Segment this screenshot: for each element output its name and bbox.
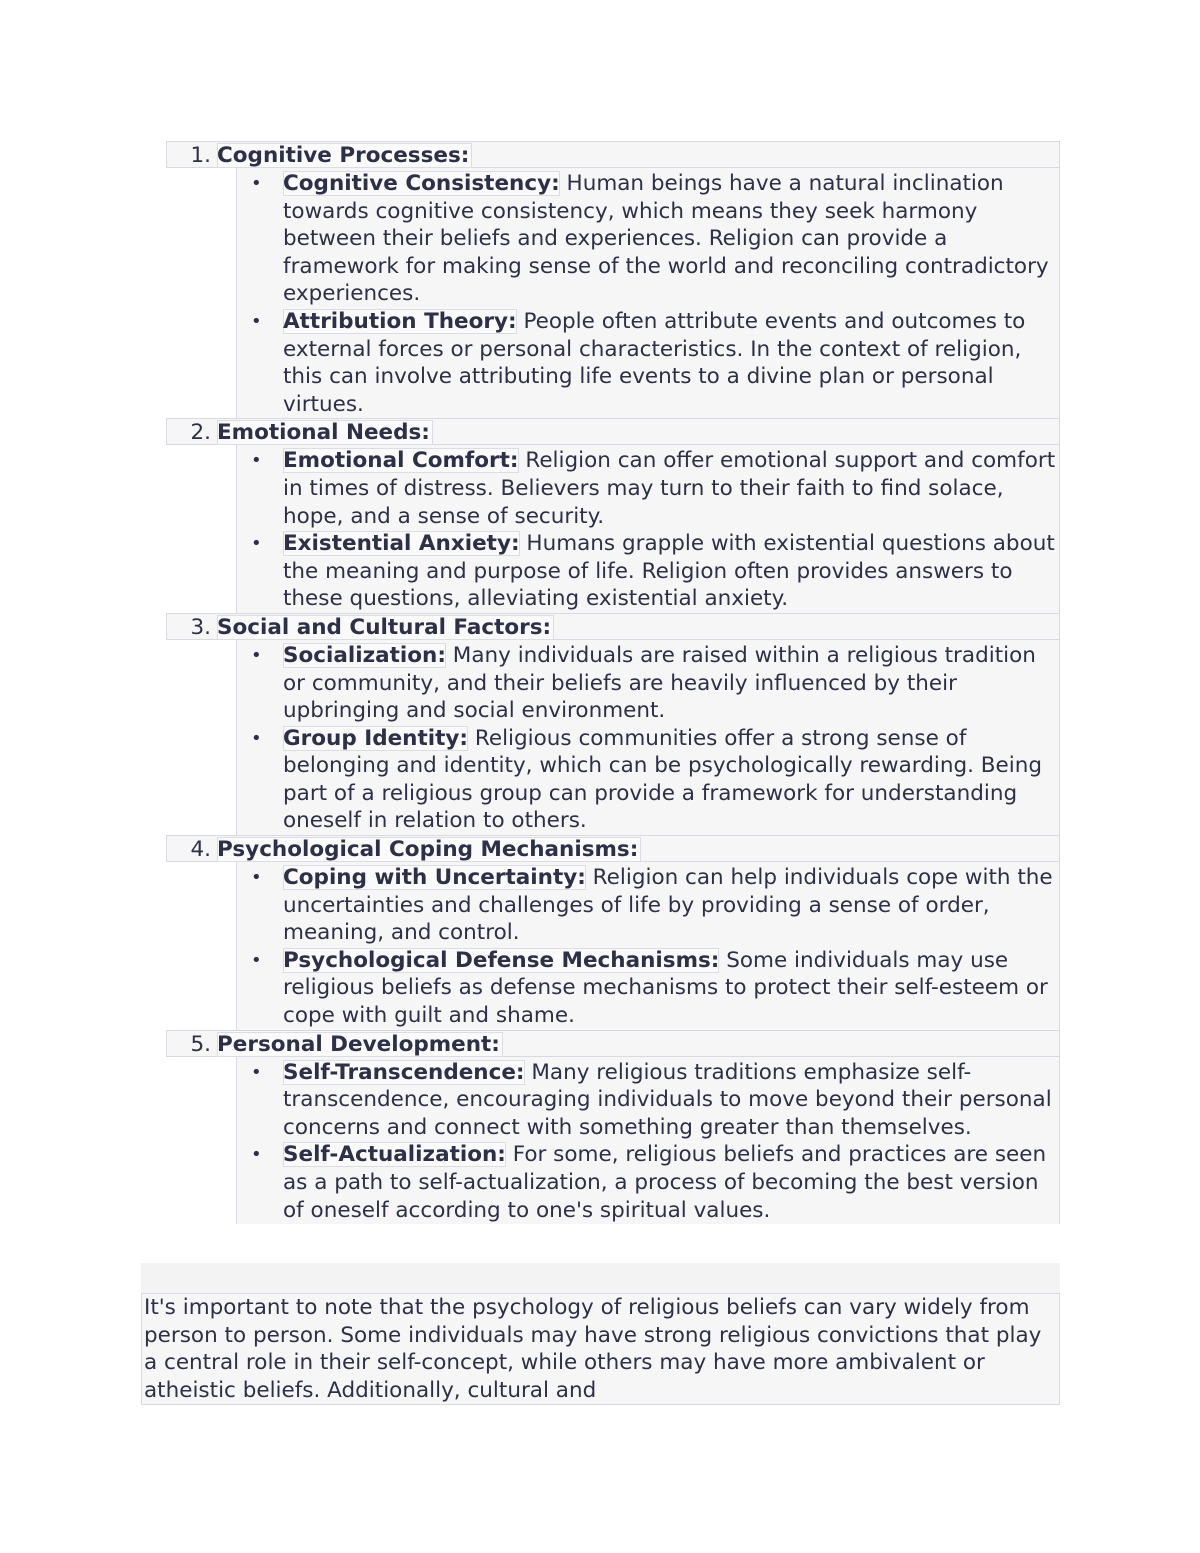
item-term: Attribution Theory: (283, 308, 517, 334)
list-item (237, 725, 1059, 835)
bullet-icon: • (251, 173, 262, 194)
section-number: 5. (190, 1031, 211, 1057)
section-heading (166, 141, 1060, 168)
list-item (237, 308, 1059, 418)
item-text: Many individuals are raised within a religious tradition or community, and their beliefs are heavily influenced by their upbringing and social environment. (283, 642, 1036, 724)
bullet-list (236, 640, 1060, 835)
section-heading (166, 613, 1060, 640)
bullet-icon: • (251, 450, 262, 472)
item-term: Socialization: (283, 642, 446, 668)
list-item (237, 864, 1059, 947)
bullet-icon: • (251, 1144, 262, 1166)
list-item (237, 170, 1059, 308)
list-item (237, 530, 1059, 613)
section-title: Cognitive Processes: (217, 143, 472, 168)
item-text: Religious communities offer a strong sense of belonging and identity, which can be psychologically rewarding. Being part of a religious group can provide a framework for understanding oneself in relation to others. (283, 725, 1042, 834)
section-heading (166, 835, 1060, 862)
bullet-icon: • (251, 727, 262, 749)
list-item (237, 947, 1059, 1030)
item-text: Religion can offer emotional support and comfort in times of distress. Believers may turn to their faith to find solace, hope, and a sense of security. (283, 448, 1056, 529)
numbered-list (166, 141, 1060, 1224)
list-item (237, 1141, 1059, 1224)
bullet-list (236, 1057, 1060, 1225)
bullet-list (236, 168, 1060, 418)
list-item (237, 642, 1059, 725)
closing-paragraph: It's important to note that the psychology of religious beliefs can vary widely from person to person. Some individuals may have strong religious convictions that play a central role in their self-concept, while others may have more ambivalent or atheistic beliefs. Additionally, cultural and (141, 1293, 1060, 1405)
item-term: Emotional Comfort: (283, 448, 519, 474)
item-term: Group Identity: (283, 725, 469, 751)
section-number: 1. (190, 143, 211, 168)
bullet-list (236, 445, 1060, 613)
bullet-icon: • (251, 867, 262, 889)
item-text: People often attribute events and outcomes to external forces or personal characteristics. In the context of religion, this can involve attributing life events to a divine plan or personal virtues. (283, 308, 1026, 417)
section-number: 2. (190, 420, 211, 446)
section-title: Social and Cultural Factors: (217, 615, 554, 640)
item-text: Many religious traditions emphasize self-transcendence, encouraging individuals to move beyond their personal concerns and connect with something greater than themselves. (283, 1059, 1052, 1140)
item-term: Psychological Defense Mechanisms: (283, 947, 720, 973)
paragraph-gap (141, 1263, 1060, 1293)
item-term: Self-Actualization: (283, 1142, 506, 1168)
section-title: Emotional Needs: (217, 420, 433, 445)
bullet-icon: • (251, 644, 262, 666)
item-term: Existential Anxiety: (283, 531, 520, 557)
list-item (237, 1059, 1059, 1142)
item-term: Coping with Uncertainty: (283, 865, 586, 891)
item-text: Humans grapple with existential questions about the meaning and purpose of life. Religion often provides answers to these questions, alleviating existential anxiety. (283, 531, 1055, 612)
section-number: 3. (190, 614, 211, 640)
bullet-list (236, 862, 1060, 1030)
section-number: 4. (190, 837, 211, 863)
item-text: Human beings have a natural inclination towards cognitive consistency, which means they seek harmony between their beliefs and experiences. Religion can provide a framework for making sense of the world and reconciling contradictory experiences. (283, 171, 1049, 307)
bullet-icon: • (251, 310, 262, 332)
section-title: Personal Development: (217, 1032, 503, 1057)
bullet-icon: • (251, 533, 262, 555)
section-heading (166, 1030, 1060, 1057)
bullet-icon: • (251, 949, 262, 971)
item-text: Religion can help individuals cope with the uncertainties and challenges of life by providing a sense of order, meaning, and control. (283, 865, 1053, 946)
section-title: Psychological Coping Mechanisms: (217, 837, 641, 862)
item-term: Self-Transcendence: (283, 1059, 525, 1085)
item-text: For some, religious beliefs and practices are seen as a path to self-actualization, a process of becoming the best version of oneself according to one's spiritual values. (283, 1142, 1047, 1223)
item-term: Cognitive Consistency: (283, 171, 560, 196)
list-item (237, 447, 1059, 530)
item-text: Some individuals may use religious beliefs as defense mechanisms to protect their self-esteem or cope with guilt and shame. (283, 947, 1048, 1029)
section-heading (166, 418, 1060, 445)
bullet-icon: • (251, 1061, 262, 1083)
